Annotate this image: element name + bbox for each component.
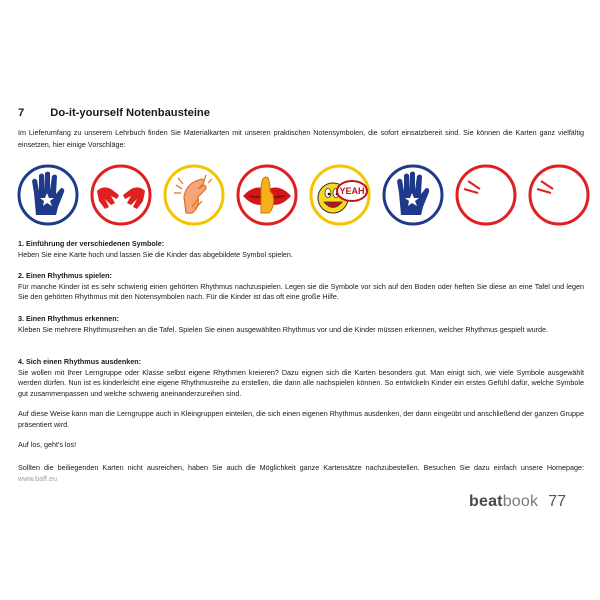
section-2 (18, 271, 584, 303)
brand-light: book (502, 493, 539, 510)
brand-logo (469, 493, 538, 511)
section-3-title: 3. Einen Rhythmus erkennen: (18, 314, 120, 323)
paragraph-reorder (18, 463, 584, 484)
hand-star-icon (381, 163, 445, 227)
page-footer (469, 493, 566, 511)
section-3-body: Kleben Sie mehrere Rhythmusreihen an die Tafel. Spielen Sie einen ausgewählten Rhythmus vor und die Kinder müssen erkennen, welcher Rhythmus gespielt wurde. (18, 324, 549, 334)
section-2-title: 2. Einen Rhythmus spielen: (18, 271, 112, 280)
two-hands-icon (89, 163, 153, 227)
section-3 (18, 314, 584, 335)
empty-circle-icon (527, 163, 591, 227)
yeah-text: YEAH (339, 186, 365, 196)
page-number: 77 (548, 493, 566, 510)
mouth-finger-icon (235, 163, 299, 227)
brand-bold: beat (469, 493, 503, 510)
smiley-yeah-icon (308, 163, 372, 227)
hand-star-icon (16, 163, 80, 227)
homepage-link[interactable]: www.baff.eu (18, 473, 58, 483)
section-title: Do-it-yourself Notenbausteine (50, 107, 210, 119)
symbol-card-row (14, 163, 588, 229)
section-2-body: Für manche Kinder ist es sehr schwierig einen gehörten Rhythmus nachzuspielen. Legen sie die Symbole vor sich auf den Boden oder heften Sie diese an eine Tafel und legen Sie den gehörten Rhythmus mit den Notensymbolen nach. Für die Kinder ist das oft eine große Hilfe. (18, 281, 584, 302)
section-heading (18, 107, 210, 119)
section-1-body: Heben Sie eine Karte hoch und lassen Sie die Kinder das abgebildete Symbol spielen. (18, 249, 293, 259)
section-1-title: 1. Einführung der verschiedenen Symbole: (18, 239, 165, 248)
reorder-text: Sollten die beiliegenden Karten nicht ausreichen, haben Sie auch die Möglichkeit ganze Kartensätze nachzubestellen. Besuchen Sie dazu einfach unsere Homepage: (18, 463, 584, 472)
section-4-title: 4. Sich einen Rhythmus ausdenken: (18, 357, 142, 366)
section-number: 7 (18, 107, 25, 119)
empty-circle-icon (454, 163, 518, 227)
clapping-hands-icon (162, 163, 226, 227)
intro-paragraph: Im Lieferumfang zu unserem Lehrbuch finden Sie Materialkarten mit unseren praktischen Notensymbolen, die sofort einsatzbereit sind. Sie können die Karten ganz vielfältig einsetzen, hier einige Vorschläge: (18, 128, 584, 149)
paragraph-motto: Auf los, geht's los! (18, 440, 77, 449)
section-1 (18, 239, 584, 260)
section-4-body: Sie wollen mit Ihrer Lerngruppe oder Klasse selbst eigene Rhythmen kreieren? Dazu eignen sich die Karten besonders gut. Man einigt sich, wie viele Symbole ausgewählt werden dürfen. Nun ist es kinderleicht eine eigene Rhythmusreihe zu erstellen, die dann alle nachspielen können. So entwickeln Kinder ein erstes Gefühl dafür, welche Symbole gut zusammenpassen und welche schwierig aneinanderzureihen sind. (18, 367, 584, 398)
paragraph-groups: Auf diese Weise kann man die Lerngruppe auch in Kleingruppen einteilen, die sich einen eigenen Rhythmus ausdenken, der dann eingeübt und anschließend der ganzen Gruppe präsentiert wird. (18, 409, 584, 429)
section-4 (18, 357, 584, 399)
